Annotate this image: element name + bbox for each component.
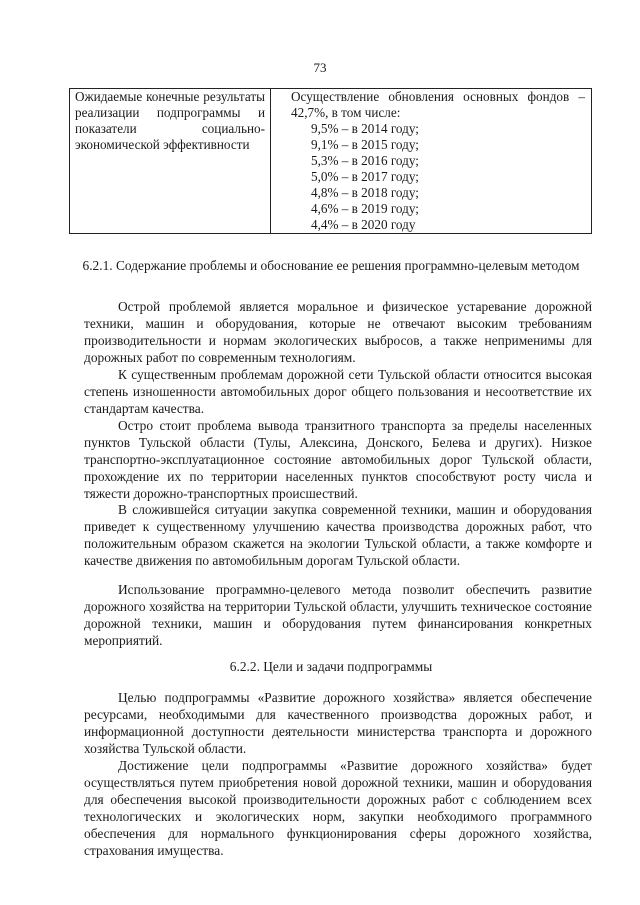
table-row — [70, 89, 592, 234]
list-item: 5,0% – в 2017 году; — [311, 169, 419, 184]
list-item: 9,1% – в 2015 году; — [311, 137, 419, 152]
paragraph: Острой проблемой является моральное и физическое устаревание дорожной техники, машин и оборудования, которые не отвечают высоким требованиям производительности и нормам экологических выбросов, а также неприменимы для дорожных работ по современным технологиям. — [84, 299, 592, 365]
paragraph: Целью подпрограммы «Развитие дорожного хозяйства» является обеспечение ресурсами, необходимыми для качественного производства дорожных работ, и информационной доступности деятельности министерства транспорта и дорожного хозяйства Тульской области. — [84, 690, 592, 756]
list-item: 4,6% – в 2019 году; — [311, 201, 419, 216]
paragraph: В сложившейся ситуации закупка современной техники, машин и оборудования приведет к существенному улучшению качества производства дорожных работ, что положительным образом скажется на экологии Тульской области, а также комфорте и качестве движения по автомобильным дорогам Тульской области. — [84, 502, 592, 568]
list-item: 4,8% – в 2018 году; — [311, 185, 419, 200]
section-heading-6-2-1: 6.2.1. Содержание проблемы и обоснование ее решения программно-целевым методом — [82, 258, 580, 273]
page-number: 73 — [313, 60, 327, 75]
section-heading-6-2-2: 6.2.2. Цели и задачи подпрограммы — [229, 659, 433, 674]
paragraph: К существенным проблемам дорожной сети Тульской области относится высокая степень изношенности автомобильных дорог общего пользования и несоответствие их стандартам качества. — [84, 367, 592, 416]
table-right-intro: Осуществление обновления основных фондов – 42,7%, в том числе: — [291, 89, 585, 120]
paragraph: Достижение цели подпрограммы «Развитие дорожного хозяйства» будет осуществляться путем приобретения новой дорожной техники, машин и оборудования для обеспечения высокой производительности дорожных работ с соблюдением всех технологических и экологических норм, закупки необходимого программного обеспечения для нормального функционирования сферы дорожного хозяйства, страхования имущества. — [84, 758, 592, 858]
table-left-cell: Ожидаемые конечные результаты реализации подпрограммы и показатели социально-экономической эффективности — [70, 89, 271, 234]
list-item: 4,4% – в 2020 году — [311, 217, 416, 232]
summary-table — [69, 88, 592, 234]
list-item: 9,5% – в 2014 году; — [311, 121, 419, 136]
paragraph: Остро стоит проблема вывода транзитного транспорта за пределы населенных пунктов Тульской области (Тулы, Алексина, Донского, Белева и других). Низкое транспортно-эксплуатационное состояние автомобильных дорог Тульской области, прохождение их по территории населенных пунктов способствуют росту числа и тяжести дорожно-транспортных происшествий. — [84, 418, 592, 501]
list-item: 5,3% – в 2016 году; — [311, 153, 419, 168]
table-right-cell — [271, 89, 592, 234]
percent-list — [291, 121, 585, 233]
paragraph: Использование программно-целевого метода позволит обеспечить развитие дорожного хозяйства на территории Тульской области, улучшить техническое состояние дорожной техники, машин и оборудования путем финансирования конкретных мероприятий. — [84, 582, 592, 648]
